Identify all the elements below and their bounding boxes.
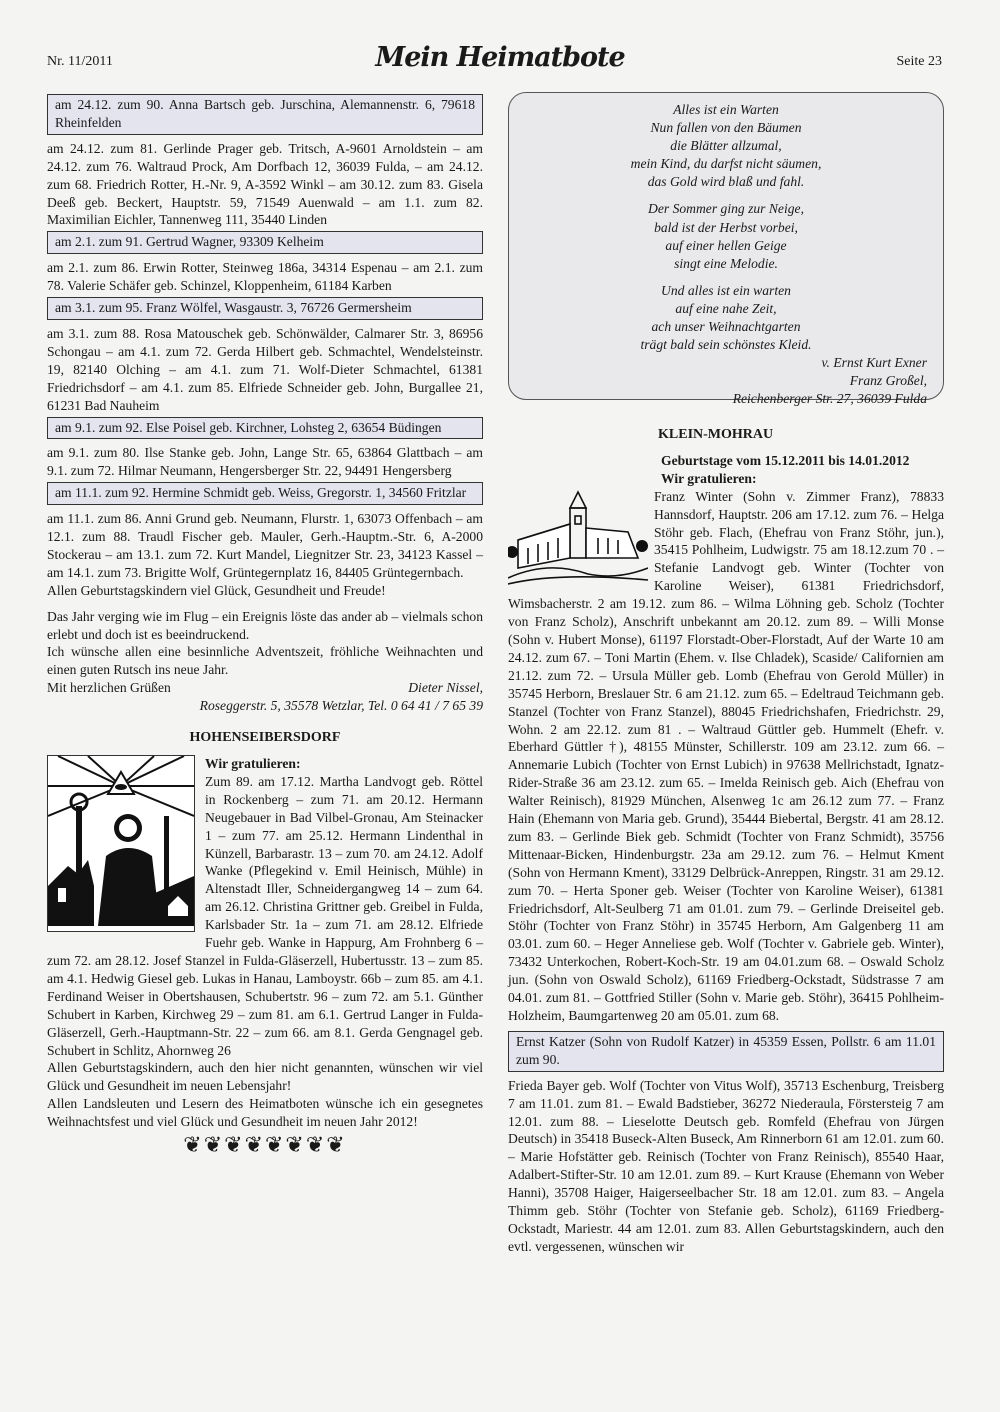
birthday-paragraph: Franz Winter (Sohn v. Zimmer Franz), 78833 Hannsdorf, Hauptstr. 206 am 17.12. zum 76. – Helga Stöhr geb. Flach, (Ehefrau von Franz Stöhr, jun.), 35415 Pohlheim, Ludwigstr. 75 am 18.12.zum 70 . – Stefanie Landvogt geb. Winter (Tochter von Karoline Weiser), 61381 Friedrichsdorf, Wimsbacherstr. 2 am 19.12. zum 86. – Wilma Löhning geb. Scholz (Tochter von Franz Scholz), Anschrift unbekannt am 20.12. zum 89. – Willi Monse (Sohn v. Hubert Monse), 61197 Florstadt-Ober-Florstadt, Auf der Warte 10 am 24.12. zum 67. – Toni Martin (Ehem. v. Ilse Chladek), Scaside/ Californien am 21.12. zum 72. – Ursula Müller geb. Lomb (Ehefrau von Gerold Müller) in 35745 Herborn, Breslauer Str. 6 am 21.12. zum 65. – Edeltraud Teichmann geb. Stanzel (Tochter von Franz Stanzel), 88045 Friedrichshafen, Friedrichstr. 29, Wohn. 2 am 22.12. zum 81 . – Waltraud Güttler geb. Hummelt (Ehefr. v. Eberhard Güttler †), 48155 Münster, Schillerstr. 109 am 23.12. zum 66. – Annemarie Lubich (Tochter von Ernst Lubich) in 97638 Mellrichstadt, Ignatz-Rider-Straße 36 am 23.12. zum 65. – Imelda Reinisch geb. Aich (Ehefrau von Walter Reinisch), 81929 München, Alsenweg 1c am 26.12 zum 77. – Franz Hain (Ehemann von Maria geb. Grund), 35444 Biebertal, Bergstr. 41 am 28.12. zum 83. – Gerlinde Biek geb. Schmidt (Tochter von Franz Schmidt), 35756 Mittenaar-Bicken, Hindenburgstr. 23a am 29.12. zum 76. – Helmut Kment (Sohn von Hermann Kment), 33129 Delbrück-Anreppen, Ringstr. 31 am 29.12. zum 70. – Herta Sponer geb. Weiser (Tochter von Karoline Weiser), 61381 Friedrichsdorf, Alt-Seulberg 71 am 01.01. zum 79. – Gerlinde Dreiseitel geb. Stöhr (Tochter von Franz Stöhr) in 35745 Herborn, Am Galgenberg 11 am 03.01. zum 60. – Heger Anneliese geb. Wolf (Tochter v. Gabriele geb. Winter), 73432 Unterkochen, Robert-Koch-Str. 19 am 04.01.zum 68. – Oswald Scholz jun. (Sohn von Oswald Scholz), 61169 Friedberg-Ockstadt, Südstrasse 7 am 04.01. zum 81. – Gottfried Stiller (Sohn v. Marie geb. Stöhr), 36415 Pohlheim-Holzheim, Baumgartenweg 20 am 05.01. zum 68. [508,488,944,1023]
congratulations-heading: Wir gratulieren: [205,756,301,771]
signer-name: Dieter Nissel, [408,680,483,696]
ornament-border: ❦❦❦❦❦❦❦❦ [183,1133,347,1159]
poem-line: trägt bald sein schönstes Kleid. [640,337,812,353]
poem-stanza [521,200,931,272]
poem-line: Der Sommer ging zur Neige, [648,201,804,217]
signature-line [47,679,483,697]
highlight-box: am 11.1. zum 92. Hermine Schmidt geb. Weiss, Gregorstr. 1, 34560 Fritzlar [47,482,483,505]
greeting: Mit herzlichen Grüßen [47,680,171,696]
congratulations-heading: Wir gratulieren: [661,470,757,486]
wishes-text: Allen Geburtstagskindern viel Glück, Gesundheit und Freude! [47,582,386,598]
poem-line: singt eine Melodie. [674,255,778,271]
poem-line: Alles ist ein Warten [673,102,779,117]
wishes-text: Allen Geburtstagskindern, auch den hier nicht genannten, wünschen wir viel Glück und Gesundheit im neuen Lebensjahr! [47,1060,483,1094]
date-range: Geburtstage vom 15.12.2011 bis 14.01.2012 [661,452,910,468]
masthead-logo: Mein Heimatbote [375,42,625,73]
poem-line: mein Kind, du darfst nicht säumen, [630,156,822,172]
poem-line: die Blätter allzumal, [670,138,782,154]
poem-line: auf einer hellen Geige [665,237,787,253]
closing-text: Das Jahr verging wie im Flug – ein Ereignis löste das ander ab – vielmals schon erlebt und doch ist es beeindruckend. [47,608,483,642]
poem-box [508,92,944,407]
poem-line: auf eine nahe Zeit, [675,300,777,316]
highlight-box: am 9.1. zum 92. Else Poisel geb. Kirchner, Lohsteg 2, 63654 Büdingen [47,417,483,440]
right-column [508,92,944,1256]
left-column [47,92,483,1159]
poem-author-line: Franz Großel, [849,373,927,389]
poem-line: das Gold wird blaß und fahl. [647,174,805,190]
section-title-klein-mohrau: KLEIN-MOHRAU [658,427,774,442]
birthday-paragraph: am 9.1. zum 80. Ilse Stanke geb. John, Lange Str. 65, 63864 Glattbach – am 9.1. zum 72. Hilmar Neumann, Hengersberger Str. 22, 94491 Hengersberg [47,445,483,479]
poem-author-line: v. Ernst Kurt Exner [821,355,927,371]
closing-text: Ich wünsche allen eine besinnliche Adventszeit, fröhliche Weihnachten und einen guten Rutsch ins neue Jahr. [47,644,483,678]
birthday-paragraph: Zum 89. am 17.12. Martha Landvogt geb. Röttel in Rockenberg – zum 71. am 20.12. Hermann Neugebauer in Bad Vilbel-Gronau, Am Steinacker 1 – zum 77. am 25.12. Hermann Lindenthal in Künzell, Barbarastr. 13 – zum 70. am 24.12. Adolf Wanke (Pflegekind v. Emil Heinisch, Mühle) in Altenstadt Iller, Schneidergangweg 14 – zum 64. am 26.12. Christina Grittner geb. Greibel in Fulda, Karlsbader Str. 1a – zum 71. am 28.12. Elfriede Fuehr geb. Wanke in Happurg, Am Frohnberg 6 – zum 72. am 28.12. Josef Stanzel in Fulda-Gläserzell, Hubertusstr. 13 – zum 85. am 4.1. Hedwig Giesel geb. Lukas in Hanau, Lamboystr. 66b – zum 85. am 4.1. Ferdinand Weiser in Obertshausen, Schubertstr. 96 – zum 72. am 5.1. Günther Schubert in Karben, Kirchweg 29 – zum 81. am 6.1. Gertrud Langer in Fulda-Gläserzell, Gerh.-Hauptmann-Str. 22 – zum 66. am 8.1. Gerda Gengnagel geb. Schubert in Schlitz, Ahornweg 26 [47,773,483,1058]
issue-number: Nr. 11/2011 [47,54,113,69]
birthday-paragraph: Frieda Bayer geb. Wolf (Tochter von Vitus Wolf), 35713 Eschenburg, Treisberg 7 am 11.01. zum 81. – Ewald Badstieber, 36272 Niederaula, Förstersteig 7 am 12.01. zum 88. – Lieselotte Deutsch geb. Romfeld (Ehefrau von Jürgen Deutsch) in 35418 Buseck-Alten Buseck, Am Rinnerborn 61 am 12.01. zum 60. – Marie Hofstätter geb. Reinisch (Tochter von Franz Reinisch), 85540 Haar, Adalbert-Stifter-Str. 10 am 12.01. zum 89. – Kurt Krause (Ehemann von Weber Hanni), 35708 Haiger, Haigerseelbacher Str. 18 am 12.01. zum 83. – Angela Thimm geb. Stöhr (Tochter von Stefanie geb. Scholz), 61169 Friedberg-Ockstadt, Mariestr. 44 am 12.01. zum 83. Allen Geburtstagskindern, auch den evtl. vergessenen, wünschen wir [508,1077,944,1254]
birthday-paragraph: am 2.1. zum 86. Erwin Rotter, Steinweg 186a, 34314 Espenau – am 2.1. zum 78. Valerie Schäfer geb. Schinzel, Kloppenheim, 61184 Karben [47,260,483,294]
poem-stanza [521,101,931,191]
birthday-paragraph: am 3.1. zum 88. Rosa Matouschek geb. Schönwälder, Calmarer Str. 3, 86956 Schongau – am 4.1. zum 72. Gerda Hilbert geb. Schmachtel, Wendelsteinstr. 19, 82140 Olching – am 4.1. zum 71. Wolf-Dieter Schmachtel, 61381 Friedrichsdorf – am 4.1. zum 85. Elfriede Schneider geb. John, Burgallee 21, 61231 Bad Nauheim [47,325,483,413]
poem-line: Und alles ist ein warten [661,282,791,298]
page-number: Seite 23 [896,54,942,69]
church-illustration [508,488,648,593]
woodcut-image [48,756,194,926]
church-drawing [508,488,648,588]
poem-line: ach unser Weihnachtgarten [651,319,801,335]
birthday-paragraph: am 24.12. zum 81. Gerlinde Prager geb. Tritsch, A-9601 Arnoldstein – am 24.12. zum 76. Waltraud Prock, Am Dorfbach 12, 36039 Fulda, – am 24.12. zum 68. Friedrich Rotter, H.-Nr. 9, A-3592 Winkl – am 30.12. zum 83. Gisela Deeß geb. Beckert, Hauptstr. 59, 71549 Auenwald – am 1.1. zum 82. Maximilian Eichler, Tannenweg 111, 35440 Linden [47,140,483,228]
signer-address: Roseggerstr. 5, 35578 Wetzlar, Tel. 0 64 41 / 7 65 39 [199,698,483,714]
poem-author-line: Reichenberger Str. 27, 36039 Fulda [732,391,927,407]
highlight-box: am 2.1. zum 91. Gertrud Wagner, 93309 Kelheim [47,231,483,254]
birthday-paragraph: am 11.1. zum 86. Anni Grund geb. Neumann, Flurstr. 1, 63073 Offenbach – am 12.1. zum 88. Traudl Fischer geb. Mauler, Gerh.-Hauptm.-Str. 6, A-2000 Stockerau – am 13.1. zum 72. Kurt Mandel, Liegnitzer Str. 23, 34123 Kassel – am 14.1. zum 73. Brigitte Wolf, Grüntegernplatz 16, 84405 Grüntegernbach. [47,511,483,580]
section-title-hohenseibersdorf: HOHENSEIBERSDORF [189,730,341,746]
poem-line: bald ist der Herbst vorbei, [654,219,798,235]
woodcut-illustration [47,755,195,932]
highlight-box: am 24.12. zum 90. Anna Bartsch geb. Jurschina, Alemannenstr. 6, 79618 Rheinfelden [47,94,483,135]
poem-line: Nun fallen von den Bäumen [650,120,802,136]
highlight-box: Ernst Katzer (Sohn von Rudolf Katzer) in 45359 Essen, Pollstr. 6 am 11.01 zum 90. [508,1031,944,1072]
wishes-text: Allen Landsleuten und Lesern des Heimatboten wünsche ich ein gesegnetes Weihnachtsfest und viel Glück und Gesundheit im neuen Jahr 2012! [47,1096,483,1130]
poem-author [521,354,931,408]
poem-stanza [521,282,931,354]
highlight-box: am 3.1. zum 95. Franz Wölfel, Wasgaustr. 3, 76726 Germersheim [47,297,483,320]
page-header [0,42,1000,82]
